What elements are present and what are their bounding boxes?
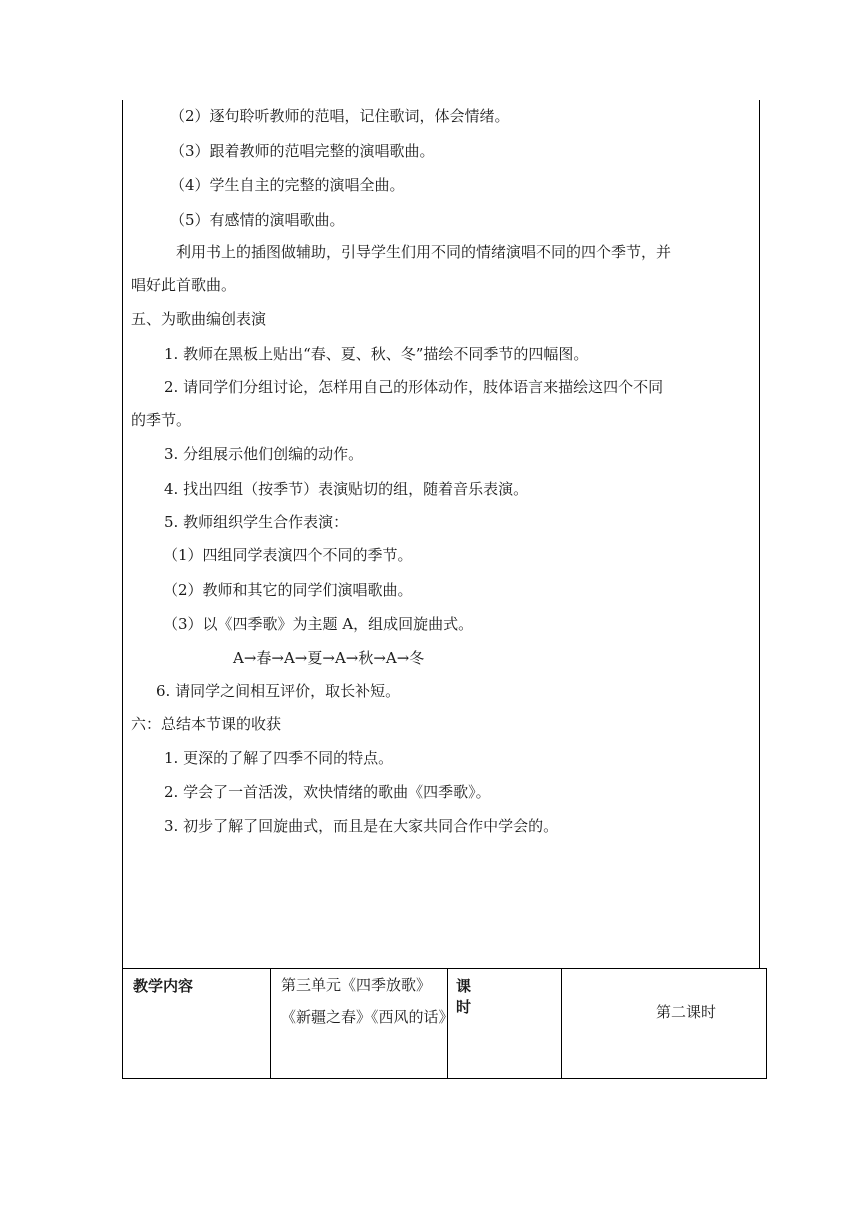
- class-hours-value-cell: [562, 969, 767, 1079]
- teaching-content-value-cell: [271, 969, 454, 1079]
- class-hours-value: 第二课时: [656, 1003, 717, 1021]
- performance-step-1: （1）四组同学表演四个不同的季节。: [163, 546, 413, 564]
- section-five-heading: 五、为歌曲编创表演: [131, 310, 267, 328]
- section-five-item-2-line-1: 2. 请同学们分组讨论，怎样用自己的形体动作，肢体语言来描绘这四个不同: [164, 378, 664, 396]
- summary-item-2: 2. 学会了一首活泼，欢快情绪的歌曲《四季歌》。: [164, 783, 491, 801]
- summary-item-1: 1. 更深的了解了四季不同的特点。: [164, 749, 394, 767]
- section-five-item-4: 4. 找出四组（按季节）表演贴切的组，随着音乐表演。: [164, 480, 529, 498]
- section-five-item-1: 1. 教师在黑板上贴出“春、夏、秋、冬”描绘不同季节的四幅图。: [164, 345, 589, 363]
- step-5-line: （5）有感情的演唱歌曲。: [170, 211, 345, 229]
- step-4-line: （4）学生自主的完整的演唱全曲。: [170, 176, 405, 194]
- performance-step-3: （3）以《四季歌》为主题 A，组成回旋曲式。: [163, 615, 474, 633]
- section-five-item-3: 3. 分组展示他们创编的动作。: [164, 445, 364, 463]
- lesson-info-table: [122, 968, 767, 1079]
- section-five-item-2-line-2: 的季节。: [131, 411, 192, 429]
- summary-item-3: 3. 初步了解了回旋曲式，而且是在大家共同合作中学会的。: [164, 817, 559, 835]
- section-five-item-6: 6. 请同学之间相互评价，取长补短。: [156, 682, 401, 700]
- teaching-content-label-cell: [123, 969, 271, 1079]
- teaching-content-label: 教学内容: [133, 977, 194, 995]
- section-five-item-5: 5. 教师组织学生合作表演：: [164, 513, 349, 531]
- illustration-note-line-2: 唱好此首歌曲。: [131, 276, 237, 294]
- performance-step-2: （2）教师和其它的同学们演唱歌曲。: [163, 581, 413, 599]
- step-2-line: （2）逐句聆听教师的范唱，记住歌词，体会情绪。: [170, 107, 510, 125]
- lesson-body-frame: [122, 100, 760, 968]
- step-3-line: （3）跟着教师的范唱完整的演唱歌曲。: [170, 142, 435, 160]
- class-hours-label: 课时: [456, 977, 512, 1016]
- rondo-form-sequence: A→春→A→夏→A→秋→A→冬: [233, 649, 425, 667]
- teaching-content-value: 第三单元《四季放歌》《新疆之春》《西风的话》: [281, 976, 454, 1026]
- class-hours-label-cell: [448, 969, 562, 1079]
- illustration-note-line-1: 利用书上的插图做辅助，引导学生们用不同的情绪演唱不同的四个季节，并: [176, 243, 672, 261]
- lesson-info-row: [123, 969, 767, 1079]
- section-six-heading: 六：总结本节课的收获: [131, 715, 282, 733]
